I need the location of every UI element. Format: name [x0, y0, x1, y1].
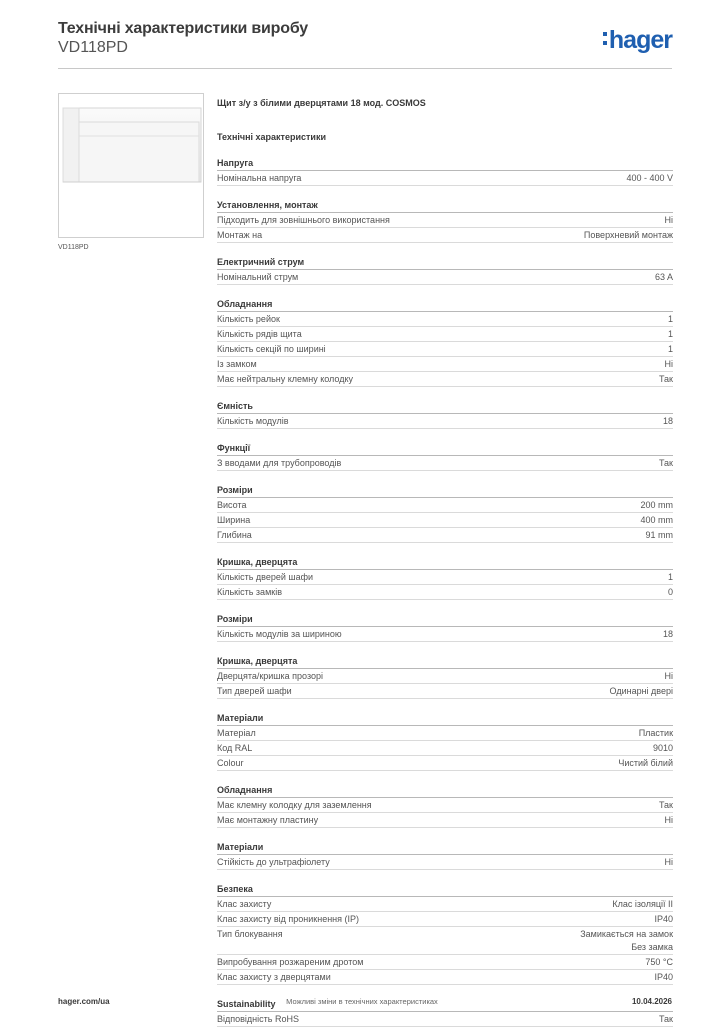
spec-section [217, 298, 673, 387]
spec-value: 0 [667, 587, 673, 597]
spec-row [217, 927, 673, 955]
section-title: Електричний струм [217, 256, 673, 270]
logo-text: hager [608, 26, 672, 54]
spec-section [217, 613, 673, 642]
page-title: Технічні характеристики виробу [58, 20, 308, 37]
spec-row [217, 270, 673, 285]
spec-value: 91 mm [645, 530, 673, 540]
spec-label: Ширина [217, 515, 251, 525]
spec-label: Має нейтральну клемну колодку [217, 374, 353, 384]
product-code: VD118PD [58, 39, 128, 56]
spec-label: Стійкість до ультрафіолету [217, 857, 330, 867]
spec-label: Номінальна напруга [217, 173, 302, 183]
spec-row [217, 570, 673, 585]
spec-label: Номінальний струм [217, 272, 299, 282]
spec-value: Так [658, 1014, 673, 1024]
section-title: Розміри [217, 484, 673, 498]
spec-section [217, 199, 673, 243]
spec-heading: Технічні характеристики [217, 132, 326, 142]
spec-label: Кількість модулів за шириною [217, 629, 342, 639]
spec-value: Ні [664, 815, 673, 825]
section-title: Матеріали [217, 712, 673, 726]
spec-section [217, 556, 673, 600]
spec-section [217, 400, 673, 429]
spec-label: Глибина [217, 530, 252, 540]
section-title: Ємність [217, 400, 673, 414]
spec-section [217, 256, 673, 285]
spec-label: Клас захисту від проникнення (IP) [217, 914, 360, 924]
spec-row [217, 456, 673, 471]
spec-label: З вводами для трубопроводів [217, 458, 342, 468]
spec-section [217, 784, 673, 828]
spec-row [217, 528, 673, 543]
spec-value: Поверхневий монтаж [583, 230, 673, 240]
section-title: Обладнання [217, 298, 673, 312]
spec-value: Клас ізоляції II [612, 899, 673, 909]
spec-row [217, 669, 673, 684]
spec-value: 9010 [652, 743, 673, 753]
spec-value: 18 [662, 416, 673, 426]
spec-label: Кількість секцій по ширині [217, 344, 326, 354]
spec-value: Замикається на замок Без замка [580, 929, 673, 952]
spec-row [217, 513, 673, 528]
spec-row [217, 312, 673, 327]
section-title: Матеріали [217, 841, 673, 855]
spec-label: Тип дверей шафи [217, 686, 292, 696]
spec-section [217, 712, 673, 771]
spec-row [217, 414, 673, 429]
spec-section [217, 157, 673, 186]
spec-row [217, 912, 673, 927]
spec-row [217, 855, 673, 870]
footer-date: 10.04.2026 [631, 997, 672, 1006]
spec-value: 63 A [654, 272, 673, 282]
product-caption: VD118PD [58, 244, 89, 251]
spec-label: Кількість замків [217, 587, 282, 597]
spec-row [217, 213, 673, 228]
spec-row [217, 372, 673, 387]
spec-row [217, 327, 673, 342]
spec-row [217, 627, 673, 642]
spec-label: Клас захисту [217, 899, 272, 909]
spec-row [217, 228, 673, 243]
spec-label: Має монтажну пластину [217, 815, 319, 825]
section-title: Безпека [217, 883, 673, 897]
spec-value: 1 [667, 344, 673, 354]
spec-label: Дверцята/кришка прозорі [217, 671, 323, 681]
spec-value: Ні [664, 359, 673, 369]
spec-value: Так [658, 374, 673, 384]
spec-value: Так [658, 458, 673, 468]
spec-row [217, 357, 673, 372]
spec-label: Colour [217, 758, 244, 768]
spec-value: 18 [662, 629, 673, 639]
spec-label: Матеріал [217, 728, 256, 738]
spec-label: Монтаж на [217, 230, 263, 240]
footer-notice: Можливі зміни в технічних характеристиках [286, 997, 438, 1006]
spec-row [217, 813, 673, 828]
spec-row [217, 741, 673, 756]
spec-label: Має клемну колодку для заземлення [217, 800, 372, 810]
spec-label: Підходить для зовнішнього використання [217, 215, 390, 225]
hager-logo [603, 28, 672, 53]
section-title: Розміри [217, 613, 673, 627]
logo-dots-icon [603, 32, 607, 50]
spec-row [217, 684, 673, 699]
header-divider [58, 68, 672, 69]
spec-value: IP40 [654, 914, 673, 924]
spec-label: Із замком [217, 359, 257, 369]
spec-section [217, 841, 673, 870]
spec-row [217, 970, 673, 985]
spec-row [217, 1012, 673, 1027]
spec-row [217, 342, 673, 357]
spec-section [217, 442, 673, 471]
spec-value: Чистий білий [618, 758, 673, 768]
spec-value: Одинарні двері [609, 686, 673, 696]
spec-label: Тип блокування [217, 929, 283, 939]
distribution-box-image [59, 94, 203, 237]
section-title: Sustainability [217, 998, 673, 1012]
spec-label: Кількість дверей шафи [217, 572, 314, 582]
spec-label: Кількість рядів щита [217, 329, 302, 339]
section-title: Функції [217, 442, 673, 456]
spec-row [217, 498, 673, 513]
spec-label: Випробування розжареним дротом [217, 957, 364, 967]
spec-section [217, 484, 673, 543]
spec-label: Код RAL [217, 743, 253, 753]
section-title: Напруга [217, 157, 673, 171]
spec-table [217, 96, 673, 1027]
spec-value: 750 °C [645, 957, 673, 967]
spec-label: Відповідність RoHS [217, 1014, 299, 1024]
spec-value: 200 mm [640, 500, 673, 510]
spec-row [217, 171, 673, 186]
spec-label: Клас захисту з дверцятами [217, 972, 331, 982]
spec-row [217, 756, 673, 771]
section-title: Обладнання [217, 784, 673, 798]
product-image [58, 93, 204, 238]
section-title: Кришка, дверцята [217, 655, 673, 669]
spec-row [217, 798, 673, 813]
spec-value: Ні [664, 671, 673, 681]
spec-section [217, 655, 673, 699]
spec-value: Так [658, 800, 673, 810]
product-name: Щит з/у з білими дверцятами 18 мод. COSMOS [217, 98, 426, 108]
spec-value: Пластик [638, 728, 673, 738]
spec-row [217, 585, 673, 600]
spec-value: 400 mm [640, 515, 673, 525]
spec-row [217, 897, 673, 912]
spec-value: 400 - 400 V [626, 173, 673, 183]
spec-label: Кількість рейок [217, 314, 280, 324]
spec-section [217, 883, 673, 985]
section-title: Кришка, дверцята [217, 556, 673, 570]
spec-value: 1 [667, 314, 673, 324]
spec-row [217, 726, 673, 741]
spec-row [217, 955, 673, 970]
spec-value: Ні [664, 857, 673, 867]
footer-website[interactable]: hager.com/ua [58, 997, 110, 1006]
spec-label: Кількість модулів [217, 416, 289, 426]
spec-value: IP40 [654, 972, 673, 982]
spec-value: 1 [667, 572, 673, 582]
spec-value: 1 [667, 329, 673, 339]
spec-value: Ні [664, 215, 673, 225]
section-title: Установлення, монтаж [217, 199, 673, 213]
spec-label: Висота [217, 500, 247, 510]
